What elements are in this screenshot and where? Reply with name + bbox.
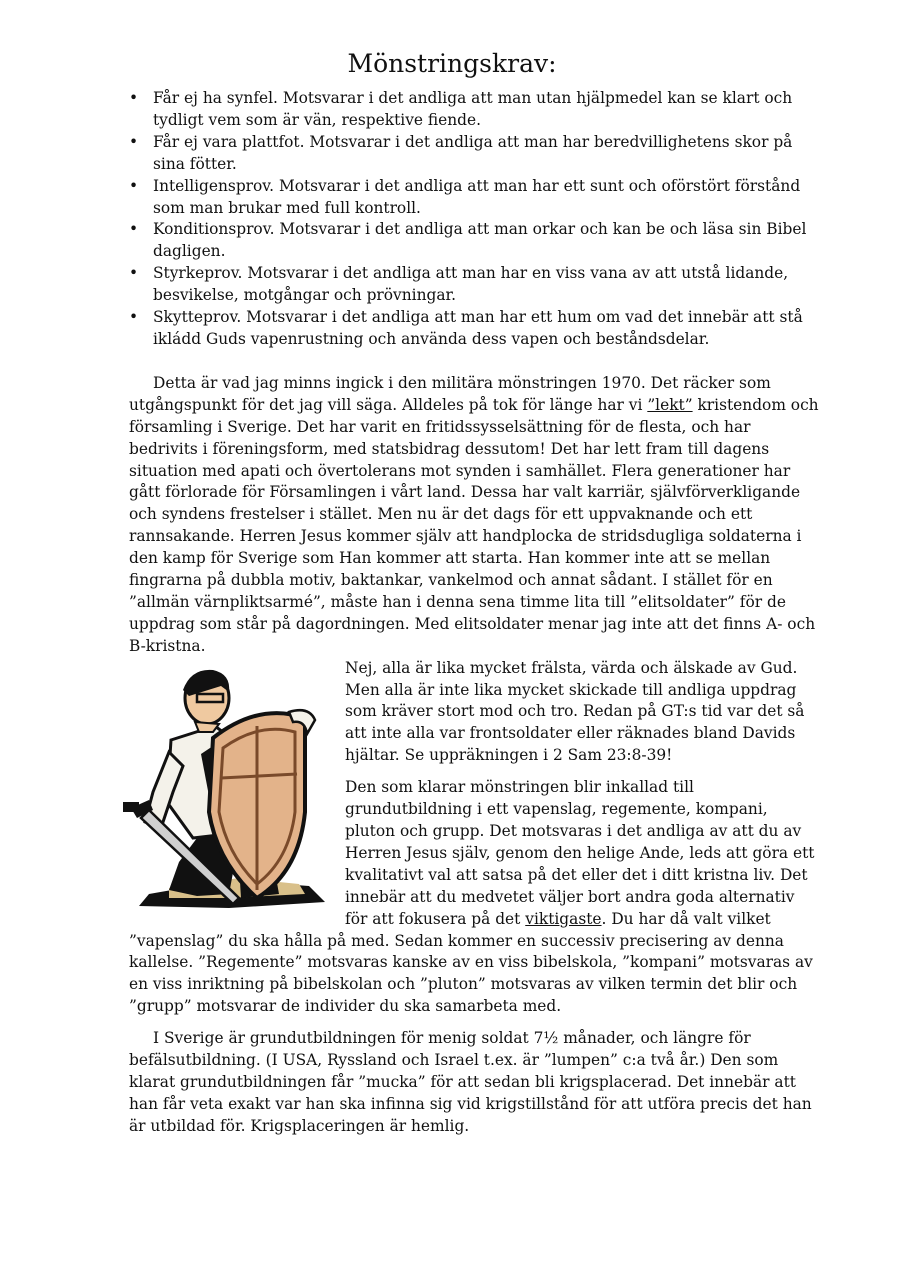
paragraph-text: . Du har då valt vilket ”vapenslag” du ska hålla på med. Sedan kommer en successiv precisering av denna kallelse. ”Regemente” motsvaras kanske av en viss bibelskola, ”kompani” motsvaras av en viss inriktning på bibelskolan och ”pluton” motsvaras av vilken termin det blir och ”grupp” motsvarar de individer du ska samarbeta med. xyxy=(129,909,813,1016)
paragraph-text: kristendom och församling i Sverige. Det har varit en fritidssysselsättning för de flesta, och har bedrivits i föreningsform, med statsbidrag dessutom! Det har lett fram till dagens situation med apati och övertolerans mot synden i samhället. Flera generationer har gått förlorade för Församlingen i vårt land. Dessa har valt karriär, självförverkligande och syndens frestelser i stället. Men nu är det dags för ett uppvaknande och ett rannsakande. Herren Jesus kommer själv att handplocka de stridsdugliga soldaterna i den kamp för Sverige som Han kommer att starta. Han kommer inte att se mellan fingrarna på dubbla motiv, baktankar, vankelmod och annat sådant. I stället för en ”allmän värnpliktsarmé”, måste han i denna sena timme lita till ”elitsoldater” för de uppdrag som står på dagordningen. Med elitsoldater menar jag inte att det finns A- och B-kristna. xyxy=(129,395,819,655)
list-item: • Skytteprov. Motsvarar i det andliga att man har ett hum om vad det innebär att stå ikládd Guds vapenrustning och använda dess vapen och beståndsdelar. xyxy=(129,307,819,351)
list-item: • Får ej ha synfel. Motsvarar i det andliga att man utan hjälpmedel kan se klart och tydligt vem som är vän, respektive fiende. xyxy=(129,88,819,132)
paragraph-mustering xyxy=(129,373,819,658)
list-item: • Får ej vara plattfot. Motsvarar i det andliga att man har beredvillighetens skor på sina fötter. xyxy=(129,132,819,176)
list-item: • Konditionsprov. Motsvarar i det andliga att man orkar och kan be och läsa sin Bibel dagligen. xyxy=(129,219,819,263)
list-item: • Intelligensprov. Motsvarar i det andliga att man har ett sunt och oförstört förstånd som man brukar med full kontroll. xyxy=(129,176,819,220)
soldier-illustration xyxy=(109,662,335,914)
requirements-list xyxy=(129,88,819,351)
paragraph-sweden-training: I Sverige är grundutbildningen för menig soldat 7½ månader, och längre för befälsutbildning. (I USA, Ryssland och Israel t.ex. är ”lumpen” c:a två år.) Den som klarat grundutbildningen får ”mucka” för att sedan bli krigsplacerad. Det innebär att han får veta exakt var han ska infinna sig vid krigstillstånd för att utföra precis det han är utbildad för. Krigsplaceringen är hemlig. xyxy=(129,1029,812,1135)
list-item: • Styrkeprov. Motsvarar i det andliga att man har en viss vana av att utstå lidande, besvikelse, motgångar och prövningar. xyxy=(129,263,819,307)
paragraph-equality: Nej, alla är lika mycket frälsta, värda och älskade av Gud. Men alla är inte lika mycket skickade till andliga uppdrag som kräver stort mod och tro. Redan på GT:s tid var det så att inte alla var frontsoldater eller räknades bland Davids hjältar. Se uppräkningen i 2 Sam 23:8-39! xyxy=(345,658,805,765)
paragraph-text: Detta är vad jag minns ingick i den militära mönstringen 1970. Det räcker som utgångspunkt för det jag vill säga. Alldeles på tok för länge har vi xyxy=(129,373,771,414)
page-title: Mönstringskrav: xyxy=(347,49,557,78)
paragraph-text: Den som klarar mönstringen blir inkallad till grundutbildning i ett vapenslag, regemente, kompani, pluton och grupp. Det motsvaras i det andliga av att du av Herren Jesus själv, genom den helige Ande, leds att göra ett kvalitativt val att satsa på det eller det i ditt kristna liv. Det innebär att du medvetet väljer bort andra goda alternativ för att fokusera på det xyxy=(345,778,815,928)
soldier-with-shield-and-sword-icon xyxy=(109,662,335,914)
document-body xyxy=(129,88,819,1138)
underlined-word-lekt: ”lekt” xyxy=(647,395,693,414)
underlined-word-viktigaste: viktigaste xyxy=(525,909,602,928)
